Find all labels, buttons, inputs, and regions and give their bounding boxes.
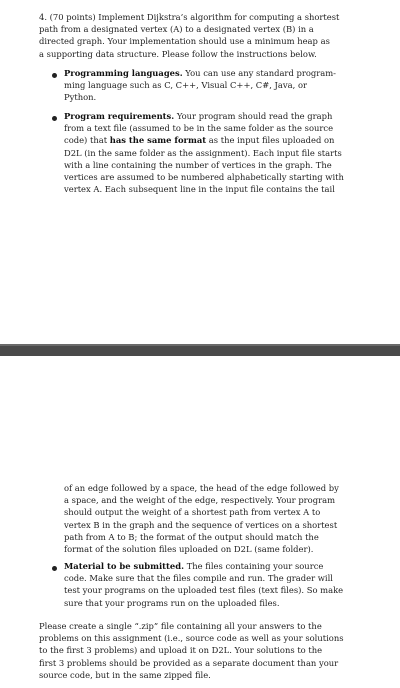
continuation-line: of an edge followed by a space, the head of the edge followed by <box>64 483 339 493</box>
page-bottom <box>0 356 400 688</box>
instruction-line: problems on this assignment (i.e., source code as well as your solutions <box>39 633 344 644</box>
page-divider <box>0 344 400 356</box>
bullet-program-requirements <box>64 110 364 195</box>
bullet-heading: Programming languages. <box>64 68 183 78</box>
problem-line: directed graph. Your implementation should use a minimum heap as <box>39 36 330 47</box>
bullet-programming-languages <box>64 67 364 104</box>
bullet-line: vertices are assumed to be numbered alphabetically starting with <box>64 172 344 183</box>
problem-line: a supporting data structure. Please follow the instructions below. <box>39 48 317 59</box>
bullet-heading: Material to be submitted. <box>64 561 185 571</box>
continuation-line: format of the solution files uploaded on D2L (same folder). <box>64 544 314 555</box>
bullet-line <box>64 67 364 79</box>
bullet-icon <box>52 116 57 121</box>
bullet-text: You can use any standard program- <box>182 68 336 78</box>
bullet-text: code) that <box>64 135 110 146</box>
continuation-line: vertex B in the graph and the sequence of vertices on a shortest <box>64 519 338 530</box>
bullet-line <box>64 110 364 122</box>
bullet-text: Your program should read the graph <box>174 111 333 121</box>
problem-statement <box>39 11 365 60</box>
bold-phrase: has the same format <box>109 135 207 146</box>
bullet-line: Python. <box>64 92 97 103</box>
bullet-material-submitted <box>64 560 364 609</box>
instruction-line: Please create a single “.zip” file containing all your answers to the <box>39 621 322 631</box>
bullet-line: with a line containing the number of vertices in the graph. The <box>64 159 332 170</box>
instruction-line: source code, but in the same zipped file. <box>39 669 211 680</box>
submission-instructions <box>39 620 365 681</box>
continuation-line: a space, and the weight of the edge, respectively. Your program <box>64 495 336 506</box>
bullet-line: code. Make sure that the files compile and run. The grader will <box>64 573 333 584</box>
bullet-line: sure that your programs run on the uploaded files. <box>64 597 280 608</box>
bullet-line: ming language such as C, C++, Visual C++, C#, Java, or <box>64 80 307 91</box>
bullet-line: test your programs on the uploaded test files (text files). So make <box>64 585 344 596</box>
bullet-text: as the input files uploaded on <box>206 135 335 146</box>
continuation-line: path from A to B; the format of the output should match the <box>64 531 319 542</box>
bullet-heading: Program requirements. <box>64 111 175 121</box>
bullet-icon <box>52 73 57 78</box>
bullet-line: D2L (in the same folder as the assignment). Each input file starts <box>64 147 342 158</box>
problem-line: 4. (70 points) Implement Dijkstra’s algorithm for computing a shortest <box>39 12 340 22</box>
continuation-line: should output the weight of a shortest path from vertex A to <box>64 507 321 518</box>
bullet-line <box>64 560 364 572</box>
problem-line: path from a designated vertex (A) to a designated vertex (B) in a <box>39 24 314 35</box>
bullet-icon <box>52 566 57 571</box>
bullet-line: from a text file (assumed to be in the same folder as the source <box>64 123 334 134</box>
requirements-continuation <box>64 482 364 555</box>
bullet-line <box>64 134 364 146</box>
instruction-line: to the first 3 problems) and upload it on D2L. Your solutions to the <box>39 645 323 656</box>
instruction-line: first 3 problems should be provided as a separate document than your <box>39 657 339 668</box>
bullet-text: The files containing your source <box>184 561 324 571</box>
bullet-line: vertex A. Each subsequent line in the input file contains the tail <box>64 184 335 195</box>
